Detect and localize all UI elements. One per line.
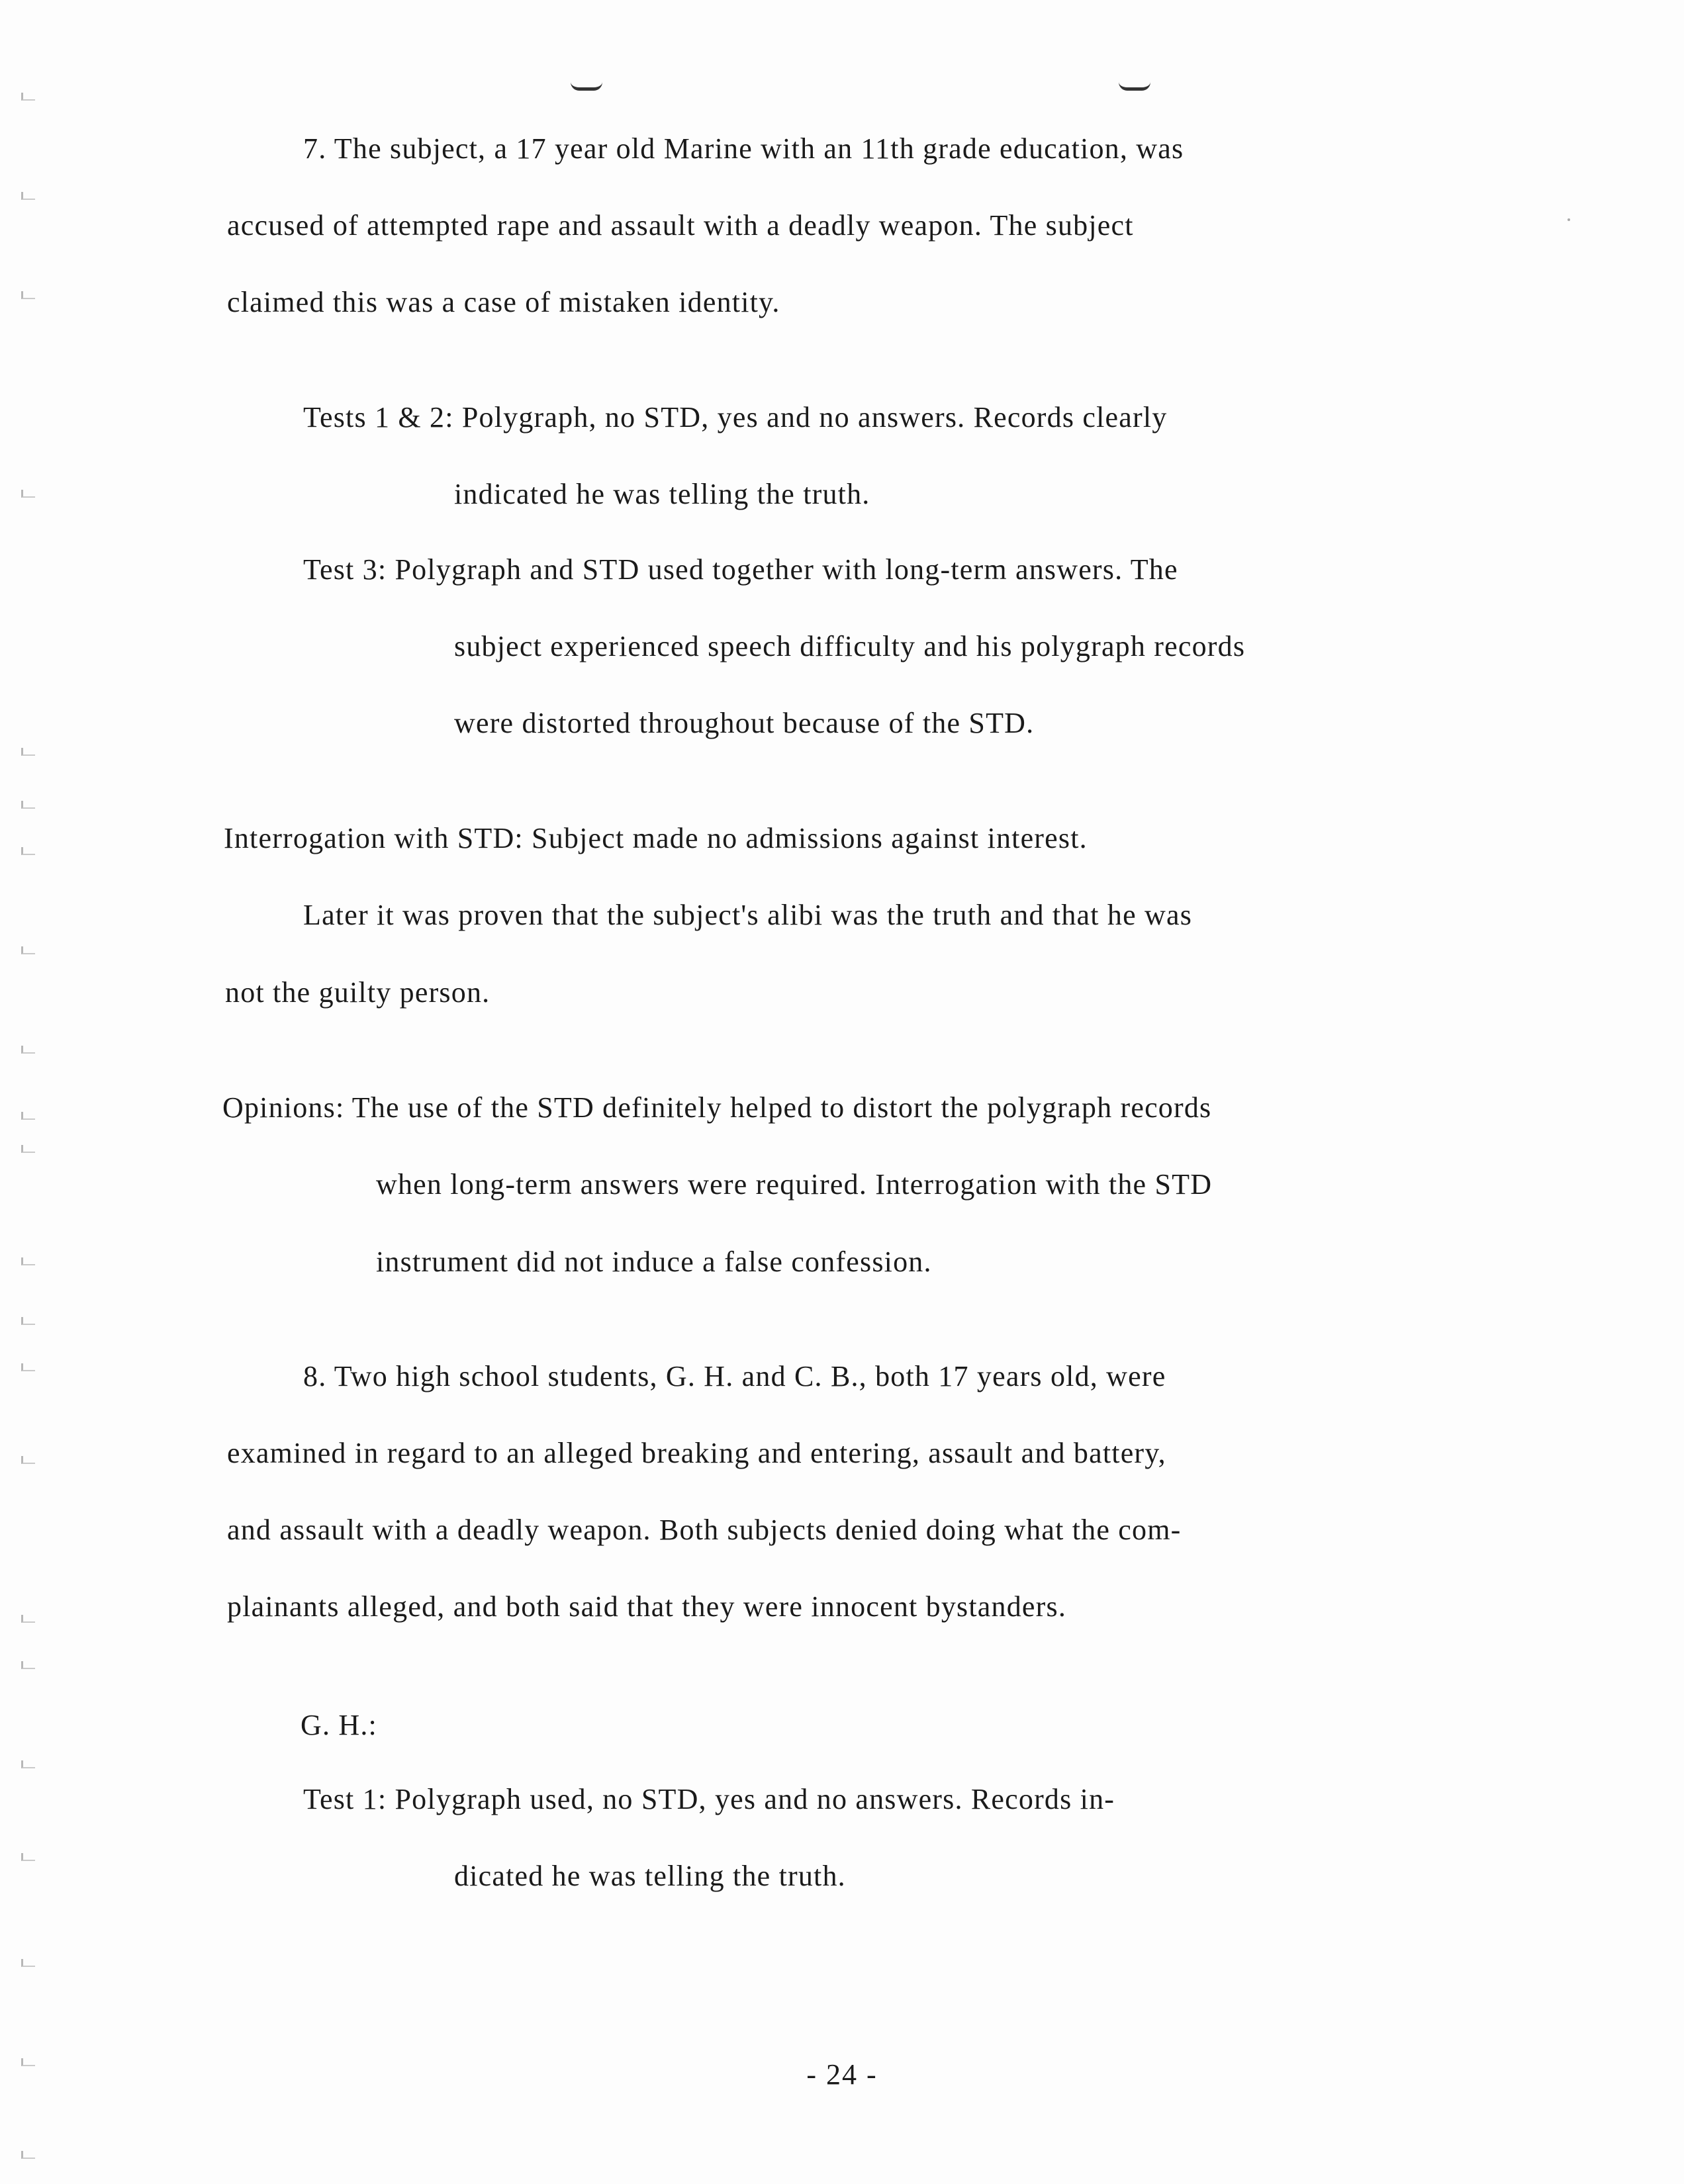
margin-mark xyxy=(21,1145,35,1153)
gh-heading: G. H.: xyxy=(301,1709,377,1741)
margin-mark xyxy=(21,1046,35,1054)
para8-line-2: examined in regard to an alleged breaking and entering, assault and battery, xyxy=(227,1437,1166,1469)
margin-mark xyxy=(21,1257,35,1265)
para8-line-4: plainants alleged, and both said that they were innocent bystanders. xyxy=(227,1590,1067,1623)
gh-test1-line-1: Test 1: Polygraph used, no STD, yes and no answers. Records in- xyxy=(303,1783,1115,1815)
para8-line-1: 8. Two high school students, G. H. and C. B., both 17 years old, were xyxy=(303,1360,1166,1392)
margin-mark xyxy=(21,1959,35,1967)
margin-mark xyxy=(21,192,35,200)
para7-line-1: 7. The subject, a 17 year old Marine with an 11th grade education, was xyxy=(303,132,1184,165)
para7-line-3: claimed this was a case of mistaken identity. xyxy=(227,286,780,318)
later-line-1: Later it was proven that the subject's alibi was the truth and that he was xyxy=(303,899,1193,931)
margin-mark xyxy=(21,2151,35,2159)
test3-line-2: subject experienced speech difficulty and his polygraph records xyxy=(454,630,1246,662)
test3-line-1: Test 3: Polygraph and STD used together with long-term answers. The xyxy=(303,553,1178,586)
margin-mark xyxy=(21,1456,35,1464)
interrogation-line: Interrogation with STD: Subject made no admissions against interest. xyxy=(224,822,1088,854)
margin-mark xyxy=(21,490,35,498)
opinions-line-1: Opinions: The use of the STD definitely helped to distort the polygraph records xyxy=(222,1091,1212,1124)
margin-mark xyxy=(21,1317,35,1325)
tests12-line-2: indicated he was telling the truth. xyxy=(454,478,870,510)
margin-mark xyxy=(21,847,35,855)
opinions-line-3: instrument did not induce a false confession. xyxy=(376,1246,932,1278)
opinions-line-2: when long-term answers were required. Interrogation with the STD xyxy=(376,1168,1213,1201)
para8-line-3: and assault with a deadly weapon. Both subjects denied doing what the com- xyxy=(227,1514,1182,1546)
page-number: - 24 - xyxy=(806,2058,878,2091)
margin-mark xyxy=(21,801,35,809)
margin-mark xyxy=(21,1760,35,1768)
tests12-line-1: Tests 1 & 2: Polygraph, no STD, yes and no answers. Records clearly xyxy=(303,401,1168,433)
later-line-2: not the guilty person. xyxy=(225,976,491,1009)
test3-line-3: were distorted throughout because of the STD. xyxy=(454,707,1035,739)
margin-mark xyxy=(21,93,35,101)
gh-test1-line-2: dicated he was telling the truth. xyxy=(454,1860,846,1892)
header-mark-left xyxy=(571,82,602,91)
para7-line-2: accused of attempted rape and assault with a deadly weapon. The subject xyxy=(227,209,1134,242)
margin-mark xyxy=(21,946,35,954)
margin-mark xyxy=(21,1853,35,1861)
scan-speck xyxy=(1567,218,1570,221)
margin-mark xyxy=(21,291,35,299)
margin-mark xyxy=(21,1615,35,1623)
margin-mark xyxy=(21,748,35,756)
margin-mark xyxy=(21,1661,35,1669)
margin-mark xyxy=(21,1112,35,1120)
margin-mark xyxy=(21,1363,35,1371)
header-mark-right xyxy=(1119,82,1150,91)
